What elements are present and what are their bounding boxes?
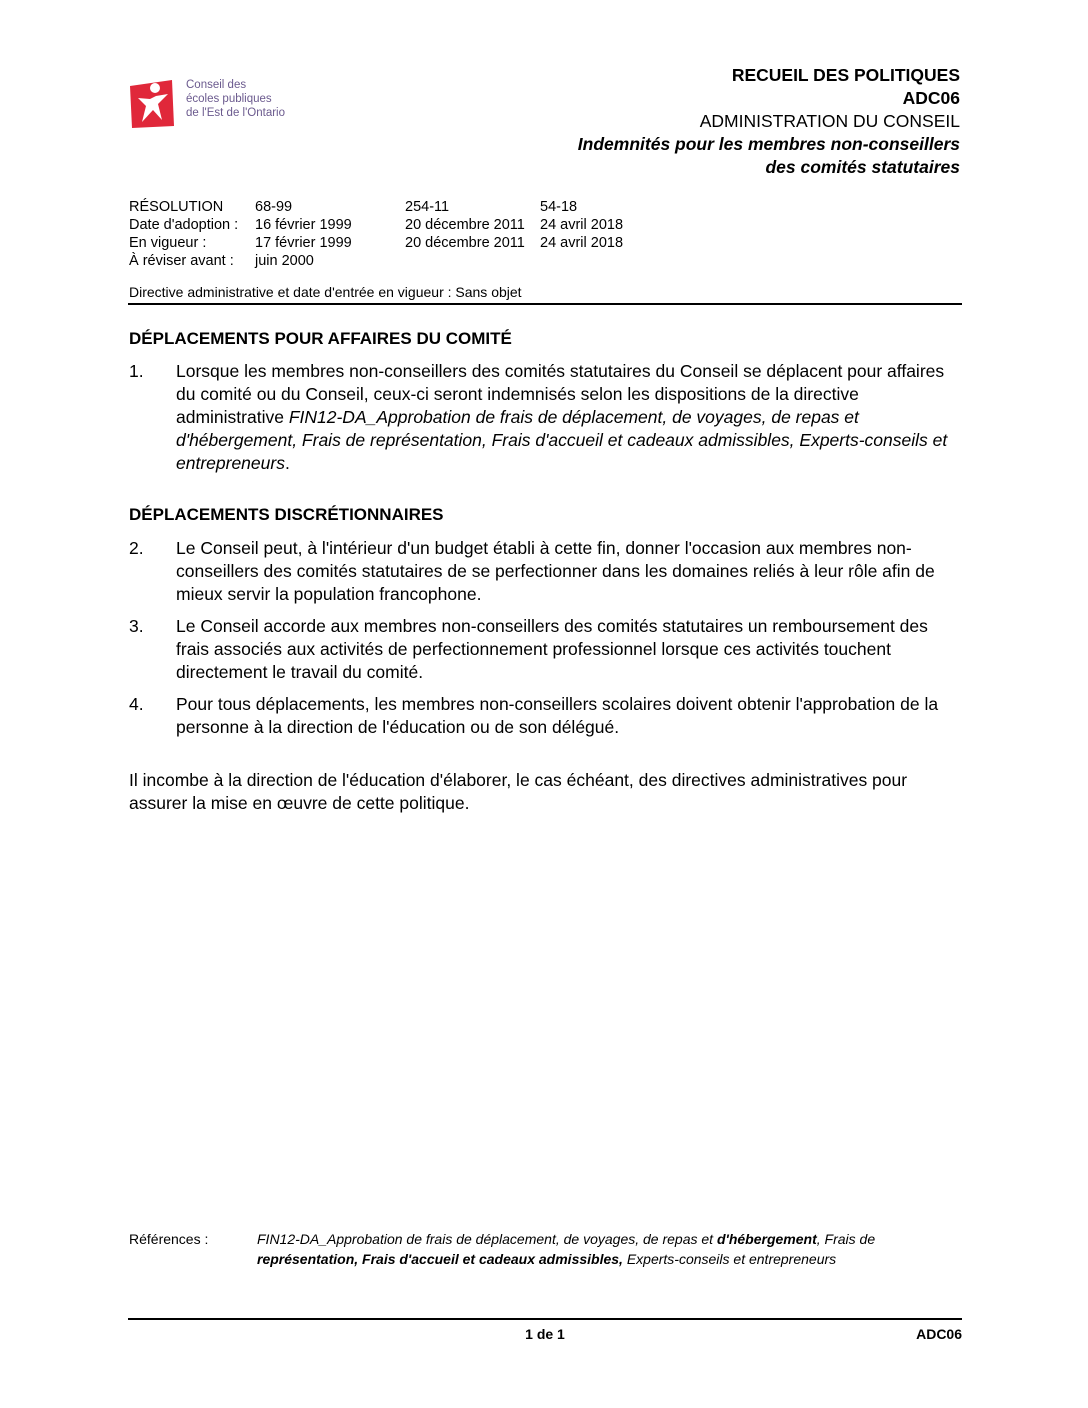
row-value: 20 décembre 2011 (405, 235, 525, 251)
logo-line-3: de l'Est de l'Ontario (186, 107, 285, 119)
row-value: 17 février 1999 (255, 235, 352, 251)
references-label: Références : (129, 1231, 209, 1247)
page-number: 1 de 1 (525, 1326, 565, 1342)
star-person-icon (128, 72, 178, 130)
logo-text (186, 78, 285, 120)
row-value: 54-18 (540, 199, 578, 215)
item-number: 4. (129, 694, 144, 714)
section-heading: DÉPLACEMENTS DISCRÉTIONNAIRES (129, 505, 444, 524)
ref-part: représentation, Frais d'accueil et cadeaux admissibles, (257, 1251, 623, 1267)
board-logo (128, 72, 318, 132)
item-text: Le Conseil accorde aux membres non-conseillers des comités statutaires un remboursement des frais associés aux activités de perfectionnement professionnel lorsque ces activités touchent directement le travail du comité. (176, 616, 928, 682)
ref-part: , Frais de (816, 1231, 876, 1247)
list-item (129, 360, 963, 475)
footer-divider (128, 1318, 962, 1320)
ref-part: FIN12-DA_Approbation de frais de déplacement, de voyages, de repas et (257, 1231, 717, 1247)
row-value: 24 avril 2018 (540, 235, 624, 251)
item-text: Le Conseil peut, à l'intérieur d'un budget établi à cette fin, donner l'occasion aux membres non-conseillers des comités statutaires de se perfectionner dans les domaines reliés à leur rôle afin de mieux servir la population francophone. (176, 538, 935, 604)
policy-code: ADC06 (902, 88, 960, 108)
closing-paragraph: Il incombe à la direction de l'éducation d'élaborer, le cas échéant, des directives administratives pour assurer la mise en œuvre de cette politique. (129, 770, 908, 813)
list-item (129, 615, 963, 684)
item-text: Pour tous déplacements, les membres non-conseillers scolaires doivent obtenir l'approbation de la personne à la direction de l'éducation ou de son délégué. (176, 694, 939, 737)
list-item (129, 537, 963, 606)
item-text-italic: FIN12-DA_Approbation de frais de déplacement, de voyages, de repas et d'hébergement, Frais de représentation, Frais d'accueil et cadeaux admissibles, Experts-conseils et entrepreneurs (176, 407, 948, 473)
row-label: En vigueur : (129, 235, 207, 251)
row-label: RÉSOLUTION (129, 199, 224, 215)
references-text (257, 1229, 963, 1269)
item-number: 2. (129, 538, 144, 558)
footer-code: ADC06 (916, 1326, 962, 1342)
row-value: 68-99 (255, 199, 293, 215)
row-value: 24 avril 2018 (540, 217, 624, 233)
item-text-part: Lorsque les membres non-conseillers des comités statutaires du Conseil se déplacent pour affaires du comité ou du Conseil, ceux-ci seront indemnisés selon les dispositions de la directive administrative (176, 361, 945, 427)
row-label: Date d'adoption : (129, 217, 239, 233)
row-value: 20 décembre 2011 (405, 217, 525, 233)
logo-line-2: écoles publiques (186, 93, 272, 105)
row-label: À réviser avant : (129, 253, 234, 269)
directive-note: Directive administrative et date d'entrée en vigueur : Sans objet (129, 284, 522, 300)
policy-title-line-1: Indemnités pour les membres non-conseillers (577, 134, 960, 154)
policy-title-line-2: des comités statutaires (765, 157, 960, 177)
row-value: 254-11 (405, 199, 450, 215)
list-item (129, 693, 963, 739)
document-header (578, 64, 960, 179)
item-text-end: . (284, 453, 290, 473)
logo-line-1: Conseil des (186, 79, 247, 91)
item-number: 3. (129, 616, 144, 636)
references (129, 1229, 963, 1269)
ref-part: d'hébergement (716, 1231, 817, 1247)
item-number: 1. (129, 361, 144, 381)
section-heading: DÉPLACEMENTS POUR AFFAIRES DU COMITÉ (129, 329, 512, 348)
header-divider (128, 303, 962, 305)
collection-title: RECUEIL DES POLITIQUES (731, 65, 960, 85)
ref-part: Experts-conseils et entrepreneurs (622, 1251, 837, 1267)
item-text (176, 360, 963, 475)
row-value: 16 février 1999 (255, 217, 352, 233)
row-value: juin 2000 (255, 253, 314, 269)
section-title: ADMINISTRATION DU CONSEIL (699, 111, 960, 131)
